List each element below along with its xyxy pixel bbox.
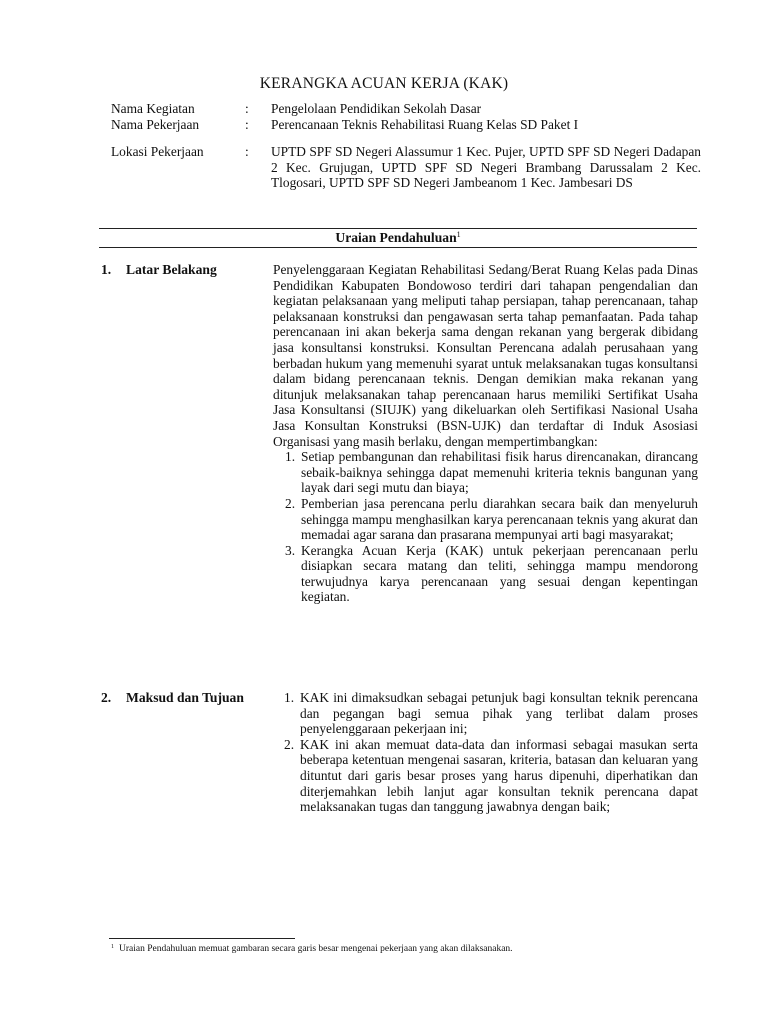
meta-row-location [111, 144, 701, 191]
activity-info [111, 101, 701, 191]
activity-name-label: Nama Kegiatan [111, 101, 195, 116]
section-header [99, 228, 697, 248]
job-name-value: Perencanaan Teknis Rehabilitasi Ruang Kelas SD Paket I [271, 116, 579, 132]
section-heading-purpose [101, 690, 244, 706]
list-number: 2. [284, 736, 295, 752]
section-number: 1. [101, 262, 112, 277]
list-text: Kerangka Acuan Kerja (KAK) untuk pekerjaan perencanaan perlu disiapkan secara matang dan teliti, sehingga mampu mendorong terwujudnya karya perencanaan yang sesuai dengan kepentingan kegiatan. [301, 542, 698, 605]
purpose-list [284, 690, 698, 815]
section-header-title: Uraian Pendahuluan [335, 230, 457, 245]
section-body-purpose [284, 690, 698, 815]
colon: : [245, 101, 249, 116]
list-item [285, 496, 698, 543]
background-paragraph: Penyelenggaraan Kegiatan Rehabilitasi Sedang/Berat Ruang Kelas pada Dinas Pendidikan Kabupaten Bondowoso terdiri dari tahapan pengendalian dan kegiatan pelaksanaan yang meliputi tahap persiapan, tahap perencanaan, tahap pelaksanaan konstruksi dan pengawasan serta tahap pemanfaatan. Pada tahap perencanaan ini akan bekerja sama dengan rekanan yang bergerak dibidang jasa konsultansi konstruksi. Konsultan Perencana adalah perusahaan yang berbadan hukum yang memenuhi syarat untuk melaksanakan tugas konsultansi dalam bidang perencanaan teknis. Dengan demikian maka rekanan yang ditunjuk melaksanakan tahap perencanaan harus memiliki Sertifikat Usaha Jasa Konsultansi (SIUJK) yang dikeluarkan oleh Sertifikasi Nasional Usaha Jasa Konsultan Konstruksi (BSN-UJK) dan terdaftar di Induk Asosiasi Organisasi yang masih berlaku, dengan mempertimbangkan: [273, 262, 698, 449]
section-title: Maksud dan Tujuan [126, 690, 244, 705]
section-number: 2. [101, 690, 112, 705]
list-number: 3. [285, 542, 296, 558]
list-text: Setiap pembangunan dan rehabilitasi fisik harus direncanakan, dirancang sebaik-baiknya sehingga dapat memenuhi kriteria teknis bangunan yang layak dari segi mutu dan biaya; [301, 449, 698, 496]
footnote-reference: 1 [456, 230, 461, 239]
list-item [284, 737, 698, 815]
footnote-number: 1 [111, 944, 114, 950]
footnote-divider [109, 938, 295, 939]
location-value: UPTD SPF SD Negeri Alassumur 1 Kec. Pujer, UPTD SPF SD Negeri Dadapan 2 Kec. Grujugan, UPTD SPF SD Negeri Brambang Darussalam 2 Kec. Tlogosari, UPTD SPF SD Negeri Jambeanom 1 Kec. Jambesari DS [271, 144, 701, 191]
list-number: 2. [285, 495, 296, 511]
job-name-label: Nama Pekerjaan [111, 116, 200, 132]
list-text: Pemberian jasa perencana perlu diarahkan secara baik dan menyeluruh sehingga mampu menghasilkan karya perencanaan teknis yang akurat dan memadai agar sarana dan prasarana mempunyai arti bagi masyarakat; [301, 495, 698, 543]
list-text: KAK ini dimaksudkan sebagai petunjuk bagi konsultan teknik perencana dan pegangan bagi semua pihak yang terlibat dalam proses penyelenggaraan pekerjaan ini; [300, 690, 698, 737]
list-number: 1. [285, 449, 296, 465]
colon: : [245, 144, 249, 160]
list-item [285, 543, 698, 605]
footnote [111, 943, 513, 955]
colon: : [245, 116, 249, 132]
section-heading-background [101, 262, 217, 278]
location-label: Lokasi Pekerjaan [111, 144, 204, 160]
section-body-background [273, 262, 698, 605]
list-number: 1. [284, 690, 295, 705]
considerations-list [285, 449, 698, 605]
list-item [284, 690, 698, 737]
list-text: KAK ini akan memuat data-data dan informasi sebagai masukan serta beberapa ketentuan mengenai sasaran, kriteria, batasan dan keluaran yang dituntut dari garis besar proses yang harus dipenuhi, diperhatikan dan diterjemahkan lebih lanjut agar konsultan teknik perencana dapat melaksanakan tugas dan tanggung jawabnya dengan baik; [300, 736, 698, 815]
document-title: KERANGKA ACUAN KERJA (KAK) [259, 75, 509, 93]
list-item [285, 449, 698, 496]
meta-row-job [111, 117, 701, 133]
meta-row-activity [111, 101, 701, 117]
section-title: Latar Belakang [126, 262, 217, 277]
footnote-text: Uraian Pendahuluan memuat gambaran secara garis besar mengenai pekerjaan yang akan dilaksanakan. [119, 944, 513, 954]
activity-name-value: Pengelolaan Pendidikan Sekolah Dasar [271, 101, 482, 116]
